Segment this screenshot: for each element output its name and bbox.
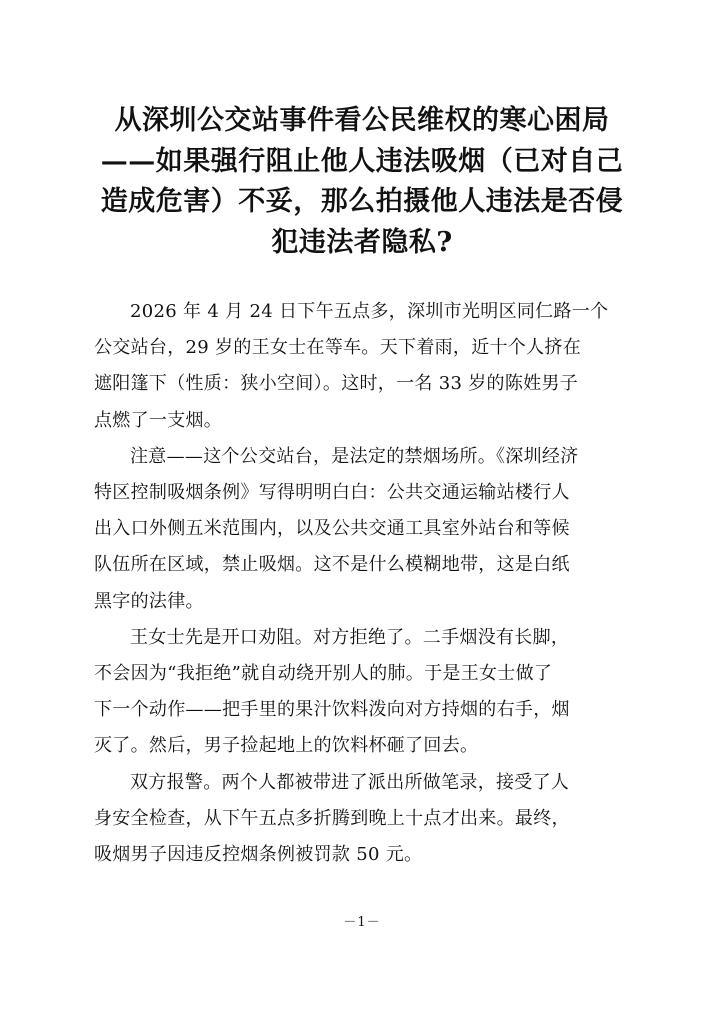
paragraph-line: 下一个动作——把手里的果汁饮料泼向对方持烟的右手，烟 — [94, 699, 570, 721]
paragraph-2 — [94, 439, 630, 620]
paragraph-line: 队伍所在区域，禁止吸烟。这不是什么模糊地带，这是白纸 — [94, 554, 570, 576]
paragraph-1 — [94, 294, 630, 439]
page-number: －1－ — [343, 915, 381, 930]
title-line: ——如果强行阻止他人违法吸烟（已对自己 — [100, 145, 624, 177]
paragraph-line: 遮阳篷下（性质：狭小空间）。这时，一名 33 岁的陈姓男子 — [94, 373, 579, 395]
paragraph-line: 王女士先是开口劝阻。对方拒绝了。二手烟没有长脚， — [130, 626, 570, 648]
paragraph-line: 2026 年 4 月 24 日下午五点多，深圳市光明区同仁路一个 — [130, 301, 609, 322]
title-line: 造成危害）不妥，那么拍摄他人违法是否侵 — [100, 186, 624, 217]
paragraph-4 — [94, 765, 630, 874]
paragraph-line: 不会因为“我拒绝”就自动绕开别人的肺。于是王女士做了 — [94, 663, 553, 685]
paragraph-3 — [94, 620, 630, 765]
paragraph-line: 特区控制吸烟条例》写得明明白白：公共交通运输站楼行人 — [94, 482, 570, 504]
title-line: 犯违法者隐私? — [271, 226, 453, 258]
paragraph-line: 黑字的法律。 — [94, 590, 204, 612]
paragraph-line: 注意——这个公交站台，是法定的禁烟场所。《深圳经济 — [130, 445, 579, 467]
title-line: 从深圳公交站事件看公民维权的寒心困局 — [114, 105, 610, 136]
paragraph-line: 吸烟男子因违反控烟条例被罚款 50 元。 — [94, 844, 423, 866]
paragraph-line: 出入口外侧五米范围内，以及公共交通工具室外站台和等候 — [94, 518, 570, 540]
paragraph-line: 公交站台，29 岁的王女士在等车。天下着雨，近十个人挤在 — [94, 337, 582, 359]
paragraph-line: 点燃了一支烟。 — [94, 409, 223, 431]
paragraph-line: 双方报警。两个人都被带进了派出所做笔录，接受了人 — [130, 771, 570, 793]
paragraph-line: 灭了。然后，男子捡起地上的饮料杯砸了回去。 — [94, 735, 479, 757]
paragraph-line: 身安全检查，从下午五点多折腾到晚上十点才出来。最终， — [94, 807, 570, 829]
article-body — [94, 294, 630, 873]
article-title — [80, 101, 644, 263]
